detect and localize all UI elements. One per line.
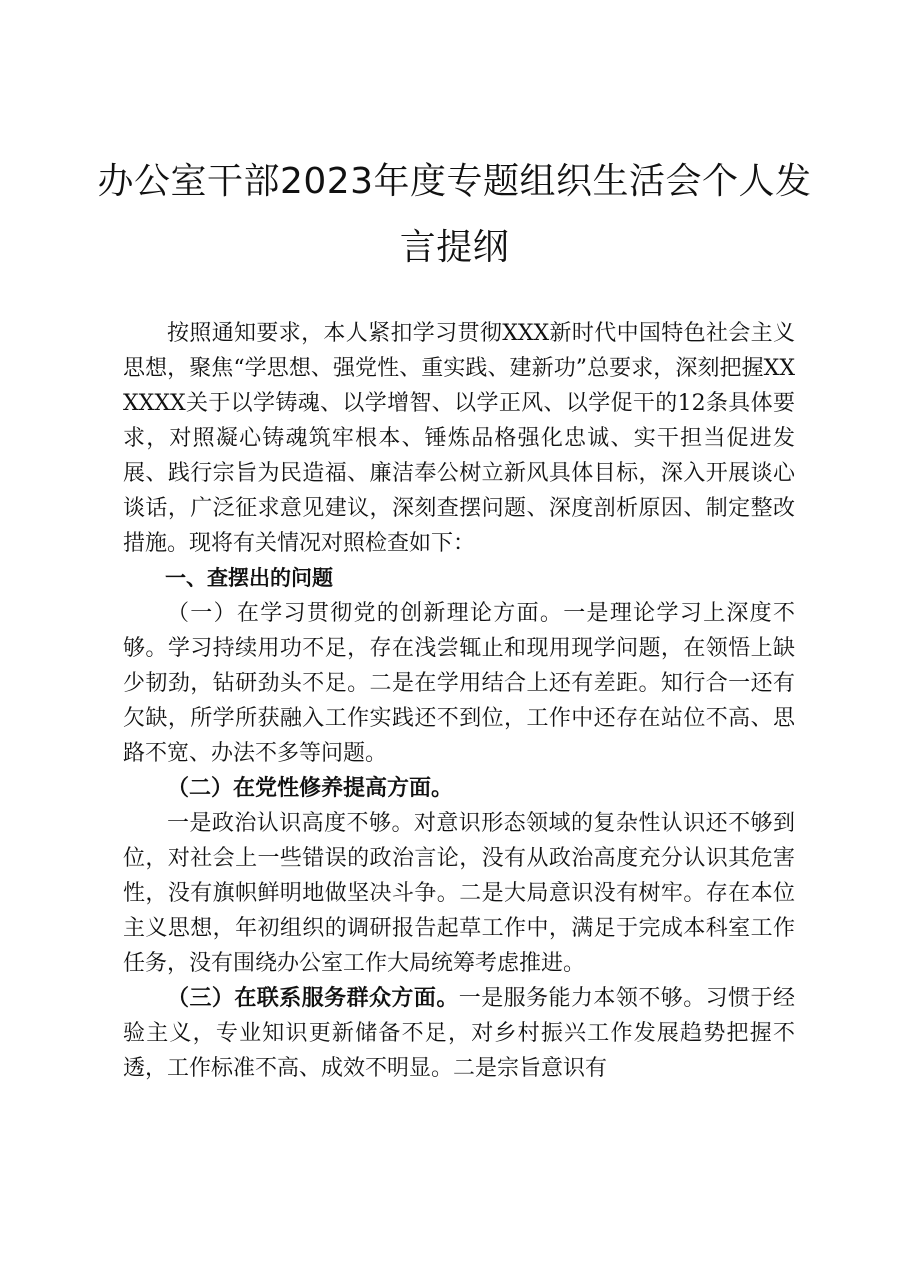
item-heading-2: （二）在党性修养提高方面。	[167, 775, 454, 801]
document-title-line1: 办公室干部2023年度专题组织生活会个人发	[97, 161, 812, 202]
section-heading-1: 一、查摆出的问题	[165, 566, 333, 590]
item-heading-3: （三）在联系服务群众方面。	[167, 985, 459, 1011]
item-body-3: 一是服务能力本领不够。习惯于经验主义，专业知识更新储备不足，对乡村振兴工作发展趋势把握不透，工作标准不高、成效不明显。二是宗旨意识有	[123, 986, 795, 1081]
item-paragraph-1: （一）在学习贯彻党的创新理论方面。一是理论学习上深度不够。学习持续用功不足，存在浅尝辄止和现用现学问题，在领悟上缺少韧劲，钻研劲头不足。二是在学用结合上还有差距。知行合一还有欠缺，所学所获融入工作实践还不到位，工作中还存在站位不高、思路不宽、办法不多等问题。	[123, 601, 795, 766]
document-title-line2: 言提纲	[399, 227, 510, 268]
item-paragraph-3	[123, 981, 795, 1086]
item-paragraph-2: 一是政治认识高度不够。对意识形态领域的复杂性认识还不够到位，对社会上一些错误的政治言论，没有从政治高度充分认识其危害性，没有旗帜鲜明地做坚决斗争。二是大局意识没有树牢。存在本位主义思想，年初组织的调研报告起草工作中，满足于完成本科室工作任务，没有围绕办公室工作大局统筹考虑推进。	[123, 811, 795, 976]
intro-paragraph: 按照通知要求，本人紧扣学习贯彻XXX新时代中国特色社会主义思想，聚焦“学思想、强党性、重实践、建新功”总要求，深刻把握XXXXXX关于以学铸魂、以学增智、以学正风、以学促干的12条具体要求，对照凝心铸魂筑牢根本、锤炼品格强化忠诚、实干担当促进发展、践行宗旨为民造福、廉洁奉公树立新风具体目标，深入开展谈心谈话，广泛征求意见建议，深刻查摆问题、深度剖析原因、制定整改措施。现将有关情况对照检查如下：	[123, 321, 795, 556]
document-body	[123, 316, 795, 1086]
